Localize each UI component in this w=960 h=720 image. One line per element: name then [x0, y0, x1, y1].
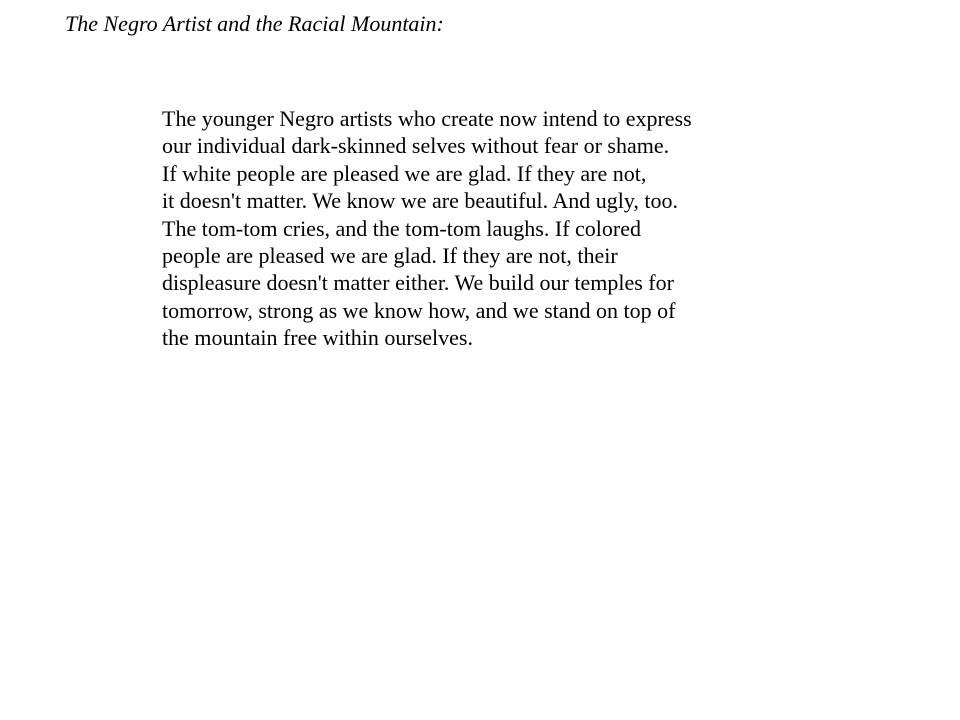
quote-block [162, 105, 692, 352]
quote-line: our individual dark-skinned selves without fear or shame. [162, 133, 670, 159]
quote-line: If white people are pleased we are glad. If they are not, [162, 160, 647, 186]
quote-line: it doesn't matter. We know we are beautiful. And ugly, too. [162, 188, 679, 214]
quote-line: tomorrow, strong as we know how, and we stand on top of [162, 297, 676, 323]
quote-line: The younger Negro artists who create now intend to express [162, 106, 692, 131]
quote-line: people are pleased we are glad. If they are not, their [162, 243, 618, 269]
quote-line: The tom-tom cries, and the tom-tom laughs. If colored [162, 215, 641, 241]
quote-line: displeasure doesn't matter either. We build our temples for [162, 270, 674, 296]
quote-line: the mountain free within ourselves. [162, 325, 473, 351]
slide-title: The Negro Artist and the Racial Mountain: [65, 11, 444, 36]
